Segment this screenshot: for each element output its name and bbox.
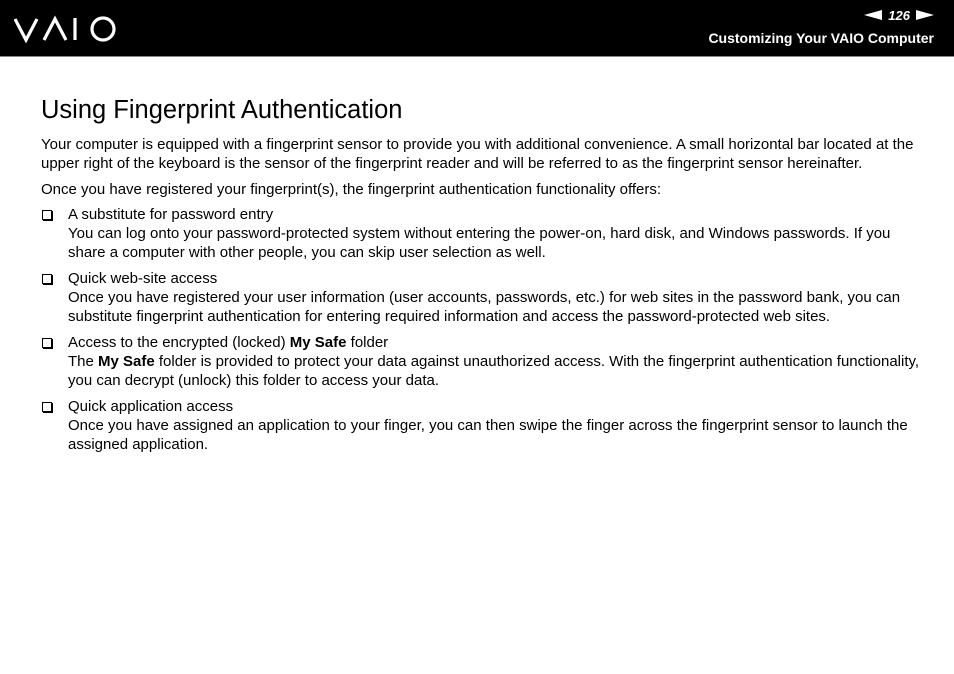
list-item [41, 269, 921, 326]
my-safe-label: My Safe [98, 353, 155, 370]
list-item [41, 333, 921, 390]
lead-paragraph: Once you have registered your fingerprint(s), the fingerprint authentication functionality offers: [41, 181, 662, 198]
item-title: Quick application access [68, 398, 234, 415]
next-page-icon[interactable] [916, 10, 934, 20]
item-title-text: Access to the encrypted (locked) [68, 334, 290, 351]
main-content [41, 95, 921, 461]
checkbox-bullet-icon [42, 210, 52, 220]
item-description: You can log onto your password-protected system without entering the power-on, hard disk, and Windows passwords. If you share a computer with other people, you can skip user selection as well. [68, 225, 891, 261]
item-desc-text: folder is provided to protect your data against unauthorized access. With the fingerprint authentication functionality, you can decrypt (unlock) this folder to access your data. [68, 353, 920, 389]
intro-paragraph: Your computer is equipped with a fingerprint sensor to provide you with additional convenience. A small horizontal bar located at the upper right of the keyboard is the sensor of the fingerprint reader and will be referred to as the fingerprint sensor hereinafter. [41, 136, 914, 172]
section-title: Customizing Your VAIO Computer [708, 30, 934, 46]
checkbox-bullet-icon [42, 274, 52, 284]
my-safe-label: My Safe [289, 334, 347, 351]
list-item [41, 397, 921, 454]
item-title: Quick web-site access [68, 270, 218, 287]
item-title: A substitute for password entry [68, 206, 274, 223]
item-desc-text: The [68, 353, 99, 370]
item-description [68, 352, 921, 390]
list-item [41, 205, 921, 262]
vaio-logo [14, 15, 120, 43]
page-header [0, 0, 954, 57]
item-title-text: folder [346, 334, 389, 351]
previous-page-icon[interactable] [864, 10, 882, 20]
item-description: Once you have assigned an application to your finger, you can then swipe the finger across the fingerprint sensor to launch the assigned application. [68, 417, 908, 453]
item-title [68, 333, 921, 352]
item-description: Once you have registered your user information (user accounts, passwords, etc.) for web sites in the password bank, you can substitute fingerprint authentication for entering required information and access the password-protected web sites. [68, 289, 901, 325]
page-navigation [864, 7, 934, 23]
checkbox-bullet-icon [42, 338, 52, 348]
feature-list [41, 205, 921, 454]
checkbox-bullet-icon [42, 402, 52, 412]
page-number: 126 [888, 7, 910, 23]
page-title: Using Fingerprint Authentication [41, 96, 403, 124]
